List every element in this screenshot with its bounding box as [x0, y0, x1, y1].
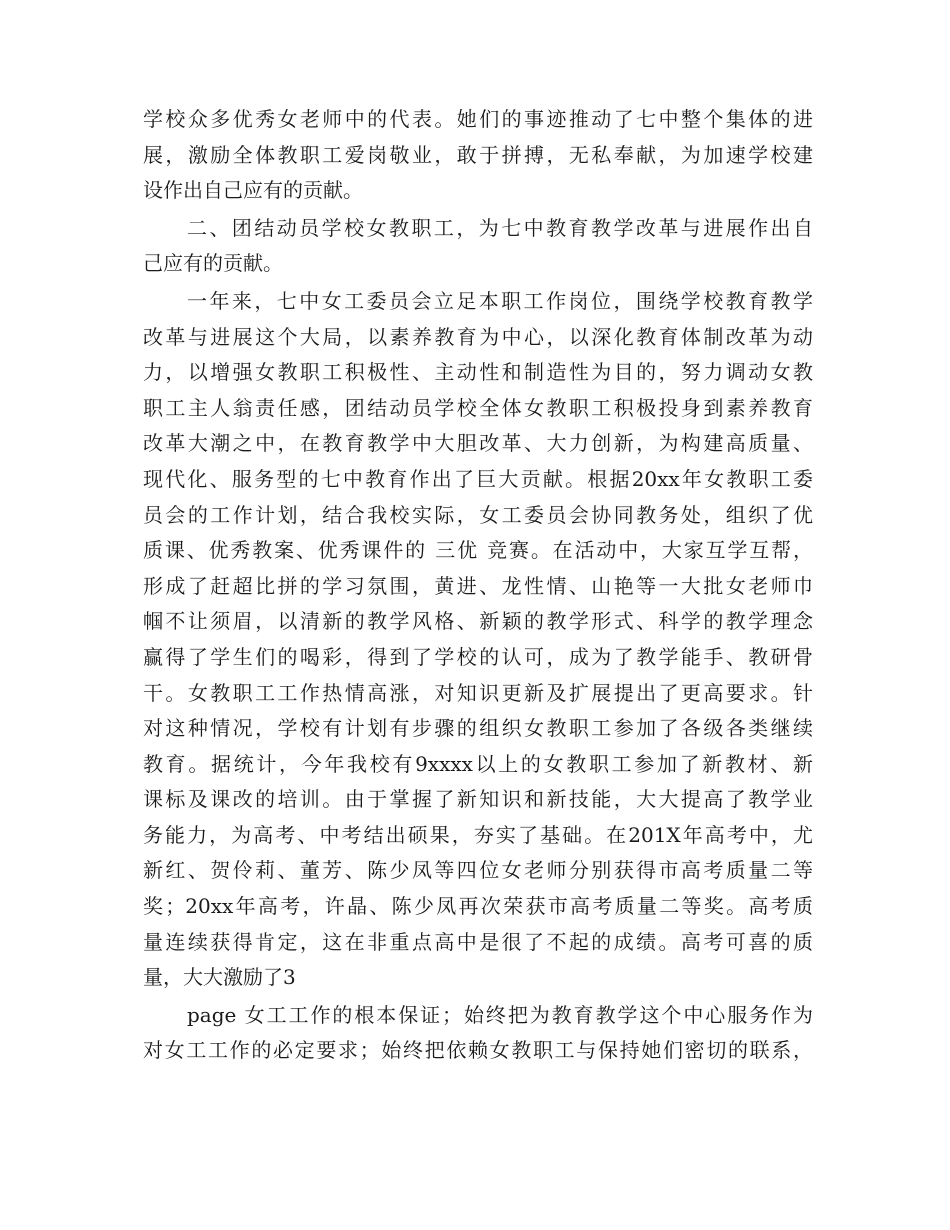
paragraph-3	[143, 284, 813, 996]
paragraph-1	[143, 102, 813, 209]
text-line: 干。女教职工工作热情高涨，对知识更新及扩展提出了更高要求。针	[143, 680, 813, 705]
text-line: 质课、优秀教案、优秀课件的 三优 竞赛。在活动中，大家互学互帮，	[143, 538, 813, 563]
text-line: 对女工工作的必定要求；始终把依赖女教职工与保持她们密切的联系，	[143, 1038, 813, 1063]
text-line: 量连续获得肯定，这在非重点高中是很了不起的成绩。高考可喜的质	[143, 929, 813, 954]
text-line: 学校众多优秀女老师中的代表。她们的事迹推动了七中整个集体的进	[143, 107, 813, 131]
text-line: 展，激励全体教职工爱岗敬业，敢于拼搏，无私奉献，为加速学校建	[143, 142, 813, 167]
text-line: 改革与进展这个大局，以素养教育为中心，以深化教育体制改革为动	[143, 324, 813, 349]
text-line: 职工主人翁责任感，团结动员学校全体女教职工积极投身到素养教育	[143, 395, 813, 420]
text-line: 改革大潮之中，在教育教学中大胆改革、大力创新，为构建高质量、	[143, 431, 813, 456]
text-line: 课标及课改的培训。由于掌握了新知识和新技能，大大提高了教学业	[143, 787, 813, 812]
text-line: 对这种情况，学校有计划有步骤的组织女教职工参加了各级各类继续	[143, 716, 813, 741]
text-line: 帼不让须眉，以清新的教学风格、新颖的教学形式、科学的教学理念	[143, 609, 813, 634]
text-line: 一年来，七中女工委员会立足本职工作岗位，围绕学校教育教学	[187, 288, 813, 313]
text-line: 形成了赶超比拼的学习氛围，黄进、龙性情、山艳等一大批女老师巾	[143, 573, 813, 598]
text-line: 新红、贺伶莉、董芳、陈少凤等四位女老师分别获得市高考质量二等	[143, 858, 813, 883]
paragraph-2-section-heading	[143, 211, 813, 282]
text-line: 力，以增强女教职工积极性、主动性和制造性为目的，努力调动女教	[143, 360, 813, 385]
text-line: 二、团结动员学校女教职工，为七中教育教学改革与进展作出自	[187, 215, 813, 240]
document-body	[143, 102, 813, 1069]
text-line: 设作出自己应有的贡献。	[143, 178, 363, 203]
text-line: 量，大大激励了3	[143, 965, 296, 990]
text-line: 务能力，为高考、中考结出硕果，夯实了基础。在201X年高考中，尤	[143, 822, 813, 847]
text-line: 奖；20xx年高考，许晶、陈少凤再次荣获市高考质量二等奖。高考质	[143, 894, 813, 919]
text-line: page 女工工作的根本保证；始终把为教育教学这个中心服务作为	[187, 1002, 813, 1027]
text-line: 员会的工作计划，结合我校实际，女工委员会协同教务处，组织了优	[143, 502, 813, 527]
text-line: 现代化、服务型的七中教育作出了巨大贡献。根据20xx年女教职工委	[143, 466, 813, 491]
text-line: 赢得了学生们的喝彩，得到了学校的认可，成为了教学能手、教研骨	[143, 644, 813, 669]
text-line: 教育。据统计，今年我校有9xxxx以上的女教职工参加了新教材、新	[143, 751, 813, 776]
paragraph-4	[143, 998, 813, 1069]
text-line: 己应有的贡献。	[143, 251, 283, 276]
